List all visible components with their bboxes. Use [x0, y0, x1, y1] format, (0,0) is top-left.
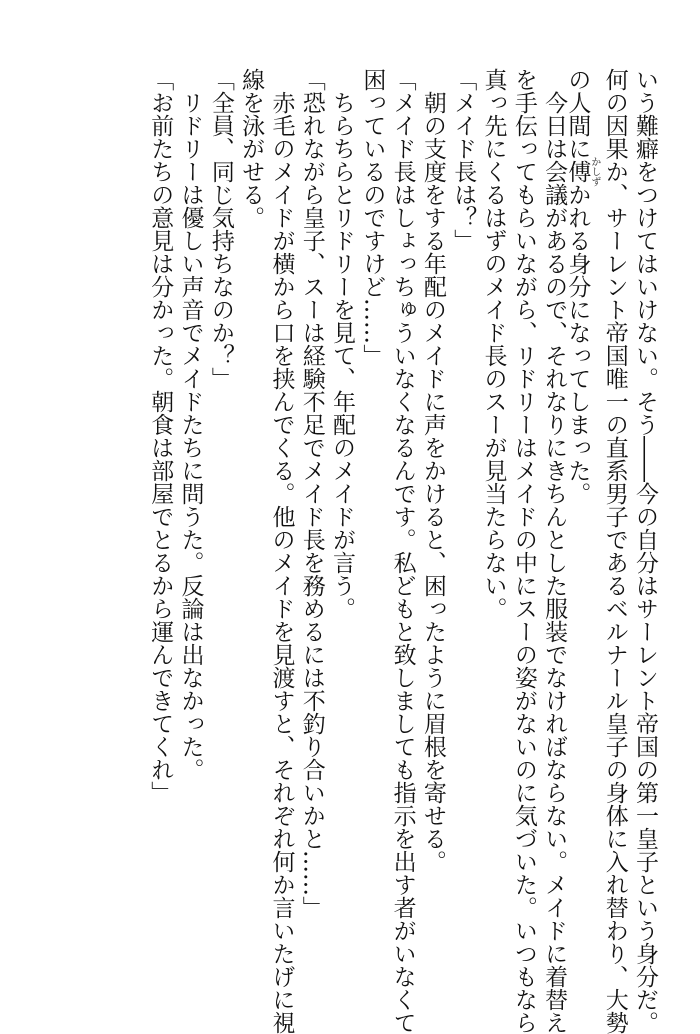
text-line: 「メイド長は？」 [450, 68, 477, 252]
text-line: 「お前たちの意見は分かった。朝食は部屋でとるから運んできてくれ」 [147, 68, 174, 804]
text-line: 「全員、同じ気持ちなのか？」 [207, 68, 234, 390]
ruby-reading: かしず [588, 156, 600, 187]
text-line: 今日は会議があるので、それなりにきちんとした服装でなければならない。メイドに着替え [541, 68, 568, 1034]
text-line: 何の因果か、サーレント帝国唯一の直系男子であるベルナール皇子の身体に入れ替わり、大勢 [601, 68, 628, 1034]
text-line: 線を泳がせる。 [238, 68, 265, 229]
text-line: いう難癖をつけてはいけない。そう――今の自分はサーレント帝国の第一皇子という身分だ。 [632, 68, 658, 1034]
text-line: 困っているのですけど……」 [359, 68, 386, 367]
text-line: 朝の支度をする年配のメイドに声をかけると、困ったように眉根を寄せる。 [419, 68, 446, 873]
text-line: 赤毛のメイドが横から口を挟んでくる。他のメイドを見渡すと、それぞれ何か言いたげに視 [268, 68, 295, 1034]
text-line: 「メイド長はしょっちゅういなくなるんです。私どもと致しましても指示を出す者がいなくて [389, 68, 416, 1034]
text-line: 「恐れながら皇子、スーは経験不足でメイド長を務めるには不釣り合いかと……」 [298, 68, 325, 919]
vertical-text-body [145, 68, 660, 1034]
text-line: 真っ先にくるはずのメイド長のスーが見当たらない。 [480, 68, 507, 620]
text-line: リドリーは優しい声音でメイドたちに問うた。反論は出なかった。 [177, 68, 204, 781]
text-line: を手伝ってもらいながら、リドリーはメイドの中にスーの姿がないのに気づいた。いつもなら [510, 68, 537, 1034]
text-line: ちらちらとリドリーを見て、年配のメイドが言う。 [329, 68, 356, 620]
ruby-annotation: 傅かしず [564, 156, 600, 187]
text-line-with-ruby: の人間に傅かしずかれる身分になってしまった。 [564, 68, 600, 505]
